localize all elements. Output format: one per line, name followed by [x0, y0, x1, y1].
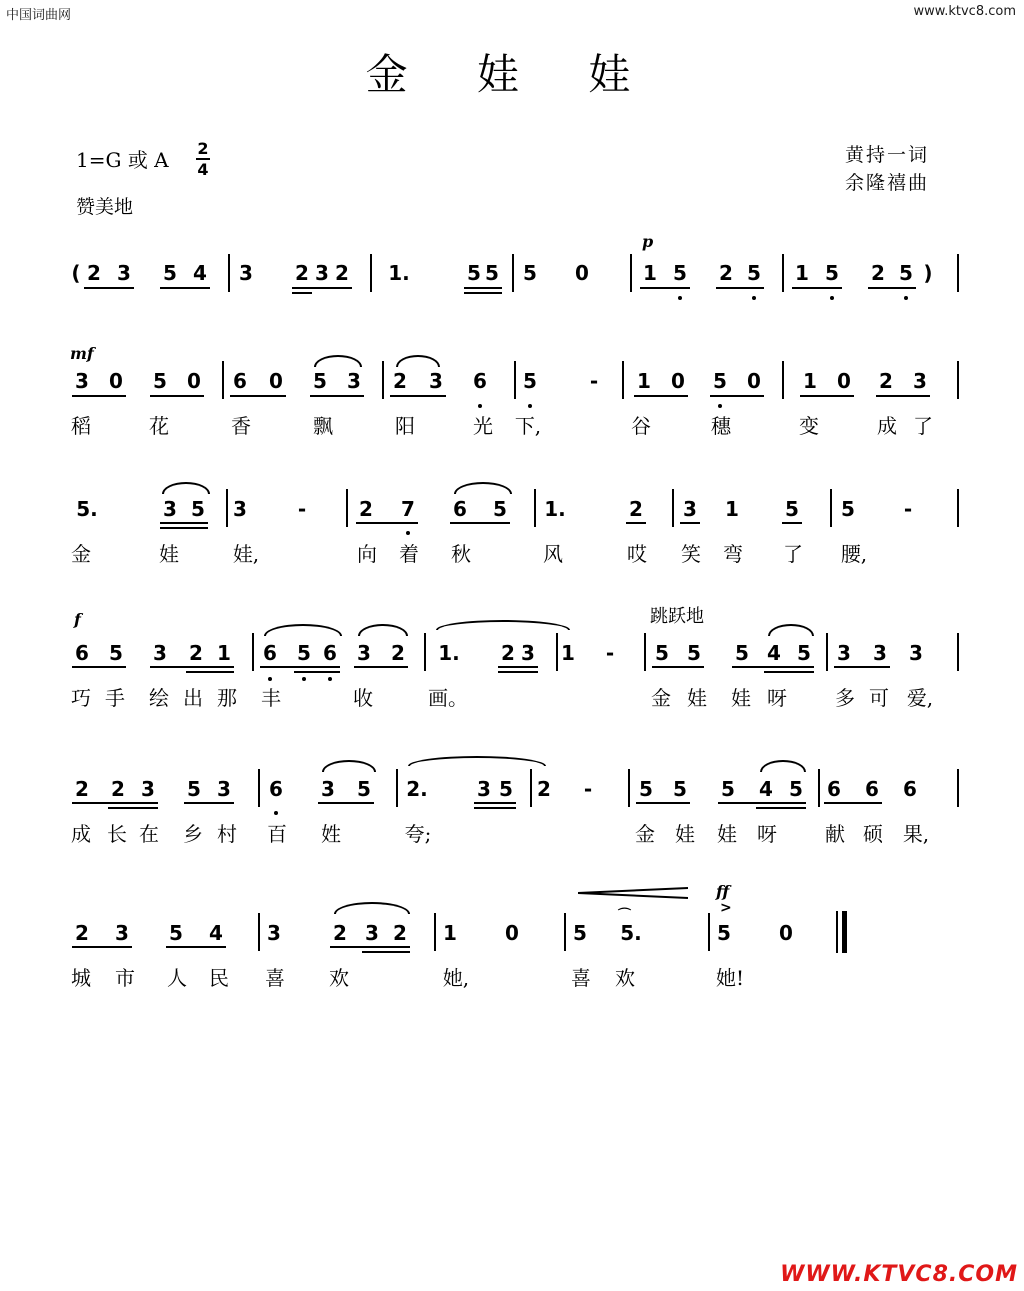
note: 1. [438, 641, 460, 665]
note: 2 [393, 921, 407, 945]
note: 2 [537, 777, 551, 801]
lyric: 市 [115, 966, 135, 990]
lyric: 果, [902, 822, 930, 846]
note: - [903, 497, 913, 521]
note: 6 [269, 777, 283, 801]
key-signature: 1=G 或 A [76, 148, 169, 172]
note: 6 [323, 641, 337, 665]
lyric: 穗 [711, 414, 731, 438]
lyric: 多 [835, 686, 855, 710]
lyric: 笑 [681, 542, 701, 566]
note: 2 [629, 497, 643, 521]
note: 1. [388, 261, 410, 285]
lyric: 乡 [183, 822, 203, 846]
note: 3 [365, 921, 379, 945]
note: 2. [406, 777, 428, 801]
note: 0 [269, 369, 283, 393]
lyric: 可 [869, 686, 889, 710]
lyric: 光 [473, 414, 493, 438]
note: 1 [443, 921, 457, 945]
lyric: 喜 [265, 966, 285, 990]
note: 3 [267, 921, 281, 945]
lyric: 绘 [149, 686, 169, 710]
note: 0 [747, 369, 761, 393]
lyric: 金 [635, 822, 655, 846]
lyric: 民 [209, 966, 229, 990]
note: 2 [87, 261, 101, 285]
note: 5 [797, 641, 811, 665]
lyric: 那 [217, 686, 237, 710]
note: 3 [217, 777, 231, 801]
note: 7 [401, 497, 415, 521]
note: 1 [643, 261, 657, 285]
note: 3 [909, 641, 923, 665]
note: 1 [803, 369, 817, 393]
note: 6 [75, 641, 89, 665]
note: 2 [393, 369, 407, 393]
tempo-mark: 赞美地 [76, 196, 134, 218]
note: - [589, 369, 599, 393]
note: 4 [759, 777, 773, 801]
note: 5 [841, 497, 855, 521]
lyric: 夸; [404, 822, 432, 846]
note: 3 [347, 369, 361, 393]
note: 5 [523, 369, 537, 393]
note: 1 [561, 641, 575, 665]
note: 0 [109, 369, 123, 393]
note: 0 [505, 921, 519, 945]
note: 5 [673, 777, 687, 801]
note: 3 [117, 261, 131, 285]
lyric: 着 [399, 542, 419, 566]
note: 2 [719, 261, 733, 285]
lyric: 金 [71, 542, 91, 566]
lyric: 秋 [451, 542, 471, 566]
note: 6 [903, 777, 917, 801]
dynamic-f: f [74, 610, 81, 629]
lyric: 了 [783, 542, 803, 566]
note: 5 [191, 497, 205, 521]
note: 5. [76, 497, 98, 521]
lyric: 金 [651, 686, 671, 710]
lyric: 呀 [757, 822, 777, 846]
note: 0 [837, 369, 851, 393]
note: 2 [75, 777, 89, 801]
note: 3 [315, 261, 329, 285]
note: 5 [713, 369, 727, 393]
note: 6 [865, 777, 879, 801]
lyric: 城 [71, 966, 91, 990]
site-url-right[interactable]: www.ktvc8.com [913, 4, 1016, 19]
note: 5 [109, 641, 123, 665]
lyric: 在 [139, 822, 159, 846]
note: 5 [639, 777, 653, 801]
lyric: 丰 [261, 686, 281, 710]
lyric: 收 [353, 686, 373, 710]
time-signature-top: 2 [197, 139, 209, 158]
lyric: 巧 [71, 686, 91, 710]
note: 5 [573, 921, 587, 945]
note: 2 [335, 261, 349, 285]
note: 5. [620, 921, 642, 945]
lyric: 娃 [717, 822, 737, 846]
note: 6 [453, 497, 467, 521]
note: - [583, 777, 593, 801]
lyric: 变 [799, 414, 819, 438]
crescendo-hairpin [578, 884, 688, 896]
note: 5 [735, 641, 749, 665]
lyric: 哎 [627, 542, 647, 566]
composer-credit: 余隆禧曲 [845, 172, 930, 194]
lyric: 花 [149, 414, 169, 438]
note: 5 [789, 777, 803, 801]
note: 5 [785, 497, 799, 521]
lyric: 人 [167, 966, 187, 990]
lyric: 欢 [615, 966, 635, 990]
lyric: 她, [442, 966, 470, 990]
lyric: 娃, [232, 542, 260, 566]
note: 5 [313, 369, 327, 393]
lyric: 下, [514, 414, 542, 438]
lyric: 风 [543, 542, 563, 566]
note: 5 [467, 261, 481, 285]
lyric: 阳 [395, 414, 415, 438]
lyric: 了 [913, 414, 933, 438]
lyric: 百 [267, 822, 287, 846]
note: 1 [725, 497, 739, 521]
note: 3 [163, 497, 177, 521]
note: 2 [879, 369, 893, 393]
lyric: 香 [231, 414, 251, 438]
note: 4 [193, 261, 207, 285]
note: 1 [637, 369, 651, 393]
note: 5 [673, 261, 687, 285]
time-signature-bottom: 4 [197, 160, 209, 179]
lyric: 献 [825, 822, 845, 846]
lyric: 腰, [840, 542, 868, 566]
note: 2 [359, 497, 373, 521]
lyricist-credit: 黄持一词 [845, 144, 930, 166]
note: 3 [429, 369, 443, 393]
note: 5 [153, 369, 167, 393]
note: 5 [485, 261, 499, 285]
note: 6 [473, 369, 487, 393]
note: 2 [391, 641, 405, 665]
note: - [605, 641, 615, 665]
lyric: 欢 [329, 966, 349, 990]
note: 5 [169, 921, 183, 945]
note: 5 [717, 921, 731, 945]
note: 0 [187, 369, 201, 393]
note: - [297, 497, 307, 521]
lyric: 姓 [321, 822, 341, 846]
note: 2 [501, 641, 515, 665]
lyric: 画。 [428, 686, 468, 710]
note: 5 [687, 641, 701, 665]
note: 5 [499, 777, 513, 801]
note: 6 [263, 641, 277, 665]
note: 4 [209, 921, 223, 945]
note: 1 [217, 641, 231, 665]
note: 3 [683, 497, 697, 521]
song-title: 金 娃 娃 [365, 50, 659, 99]
lyric: 娃 [675, 822, 695, 846]
watermark-logo[interactable]: WWW.KTVC8.COM [780, 1262, 1018, 1287]
lyric: 飘 [313, 414, 333, 438]
note: 3 [239, 261, 253, 285]
note: 5 [825, 261, 839, 285]
note: 3 [357, 641, 371, 665]
note: 6 [827, 777, 841, 801]
lyric: 成 [877, 414, 897, 438]
lyric: 娃 [731, 686, 751, 710]
lyric: 谷 [631, 414, 651, 438]
note: 3 [477, 777, 491, 801]
note: 0 [671, 369, 685, 393]
note: 1 [795, 261, 809, 285]
note: 5 [493, 497, 507, 521]
accent-icon: > [720, 900, 732, 916]
note: 5 [357, 777, 371, 801]
note: 3 [141, 777, 155, 801]
note: 3 [913, 369, 927, 393]
note: 6 [233, 369, 247, 393]
note: 5 [187, 777, 201, 801]
time-signature [196, 140, 210, 178]
note: 3 [837, 641, 851, 665]
intro-paren-open: ( [71, 261, 81, 285]
site-name-left[interactable]: 中国词曲网 [6, 8, 72, 23]
note: 2 [189, 641, 203, 665]
dynamic-p: p [642, 232, 654, 251]
note: 5 [163, 261, 177, 285]
lyric: 娃 [159, 542, 179, 566]
note: 3 [233, 497, 247, 521]
intro-paren-close: ) [923, 261, 933, 285]
lyric: 硕 [863, 822, 883, 846]
note: 2 [75, 921, 89, 945]
lyric: 成 [71, 822, 91, 846]
note: 2 [111, 777, 125, 801]
lyric: 呀 [767, 686, 787, 710]
lyric: 手 [105, 686, 125, 710]
note: 3 [115, 921, 129, 945]
note: 5 [297, 641, 311, 665]
note: 3 [873, 641, 887, 665]
tempo-leap-mark: 跳跃地 [650, 606, 704, 627]
note: 5 [721, 777, 735, 801]
note: 3 [153, 641, 167, 665]
note: 3 [75, 369, 89, 393]
note: 3 [321, 777, 335, 801]
lyric: 出 [183, 686, 203, 710]
lyric: 弯 [723, 542, 743, 566]
fermata-icon: ⌒ [618, 908, 632, 923]
note: 4 [767, 641, 781, 665]
dynamic-mf: mf [70, 344, 94, 363]
note: 2 [333, 921, 347, 945]
lyric: 她! [715, 966, 745, 990]
lyric: 稻 [71, 414, 91, 438]
note: 5 [899, 261, 913, 285]
note: 2 [295, 261, 309, 285]
lyric: 长 [107, 822, 127, 846]
dynamic-ff: ff [716, 882, 730, 901]
lyric: 爱, [906, 686, 934, 710]
lyric: 娃 [687, 686, 707, 710]
note: 0 [575, 261, 589, 285]
note: 3 [521, 641, 535, 665]
lyric: 向 [357, 542, 377, 566]
note: 5 [523, 261, 537, 285]
note: 5 [655, 641, 669, 665]
lyric: 喜 [571, 966, 591, 990]
note: 5 [747, 261, 761, 285]
note: 0 [779, 921, 793, 945]
note: 1. [544, 497, 566, 521]
note: 2 [871, 261, 885, 285]
lyric: 村 [217, 822, 237, 846]
